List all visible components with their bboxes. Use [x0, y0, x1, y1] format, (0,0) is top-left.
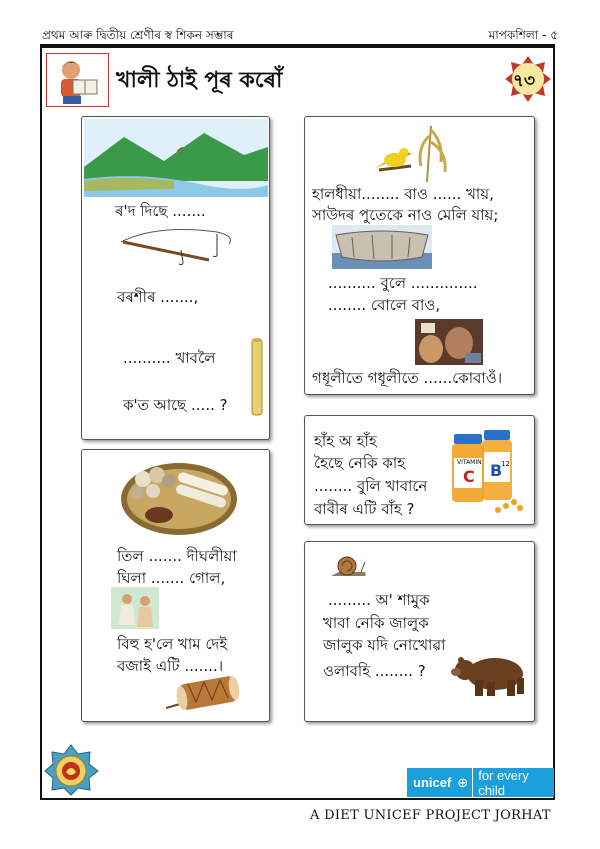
bear-image [451, 650, 527, 698]
panel-sweets-drum [81, 449, 270, 722]
panel-snail-bear [304, 541, 535, 722]
panel2-line5: গধূলীতে গধূলীতে ......কোবাওঁ। [312, 369, 503, 387]
panel-duck-vitamin [304, 415, 535, 525]
panel4-line3: ........ বুলি খাবানে [314, 477, 428, 495]
footer-text: A DIET UNICEF PROJECT JORHAT [310, 808, 551, 823]
panel5-line2: খাবা নেকি জালুক [323, 614, 429, 632]
panel3-line3: বিহু হ'লে খাম দেই [117, 635, 228, 653]
panel2-line1: হালধীয়া........ বাও ...... খায়, [312, 185, 494, 203]
reading-boy-illustration [46, 53, 109, 107]
panel2-line3: .......... বুলে .............. [328, 274, 478, 292]
vitamin-c-label: C [463, 467, 475, 486]
vitamin-b-label: B [490, 461, 503, 480]
bamboo-tube-image [247, 337, 267, 417]
header-right-text: মাপকশিলা - ৫ [488, 28, 558, 42]
panel5-line4: ওলাবহি ........ ? [323, 662, 426, 680]
bird-and-paddy-image [371, 122, 451, 184]
panel5-line1: ......... অ' শামুক [328, 591, 430, 609]
panel5-line3: জালুক যদি নোখোৱা [323, 636, 446, 654]
musicians-image [415, 319, 483, 365]
panel-fishing [81, 116, 270, 440]
panel1-line3: .......... খাবলৈ [123, 349, 216, 367]
pitha-sweets-image [119, 455, 239, 537]
panel2-line4: ........ বোলে বাও, [328, 296, 441, 314]
dhol-drum-image [166, 672, 246, 712]
header-left-text: প্ৰথম আৰু দ্বিতীয় শ্ৰেণীৰ স্ব শিকন সম্ভাৰ [42, 28, 234, 42]
diet-emblem-logo [44, 744, 99, 796]
panel4-line2: হৈছে নেকি কাহ [314, 454, 406, 472]
panel4-line4: বাবীৰ এটি বাঁহ ? [314, 500, 415, 518]
snail-image [329, 550, 369, 580]
panel2-line2: সাউদৰ পুতেকে নাও মেলি যায়; [312, 206, 499, 224]
unicef-brand: unicef [413, 775, 452, 790]
page-number: ৭৩ [513, 71, 536, 91]
vitamin-label: VITAMIN [457, 459, 482, 466]
fishing-rod-image [117, 222, 237, 272]
page-number-badge [504, 55, 552, 103]
vitamin-b-sub: 12 [501, 460, 510, 468]
panel-bird-boat [304, 116, 535, 395]
panel3-line2: ঘিলা ....... গোল, [117, 569, 226, 587]
unicef-banner [407, 768, 554, 797]
panel3-line1: তিল ....... দীঘলীয়া [117, 547, 237, 565]
bihu-dancers-image [111, 587, 159, 629]
panel1-line1: ৰ'দ দিছে ....... [115, 202, 206, 220]
panel3-line4: বজাই এটি .......। [117, 657, 224, 675]
unicef-tagline: for every child [472, 768, 554, 798]
panel1-line4: ক'ত আছে ..... ? [123, 396, 228, 414]
boat-image [332, 225, 432, 269]
vitamin-bottles-image [448, 426, 530, 516]
globe-icon: ⊕ [457, 774, 469, 790]
panel1-line2: বৰশীৰ ......., [117, 288, 199, 306]
panel4-line1: হাঁহ অ হাঁহ [314, 432, 377, 450]
page-title: খালী ঠাই পূৰ কৰোঁ [116, 68, 283, 93]
landscape-image [84, 119, 268, 197]
